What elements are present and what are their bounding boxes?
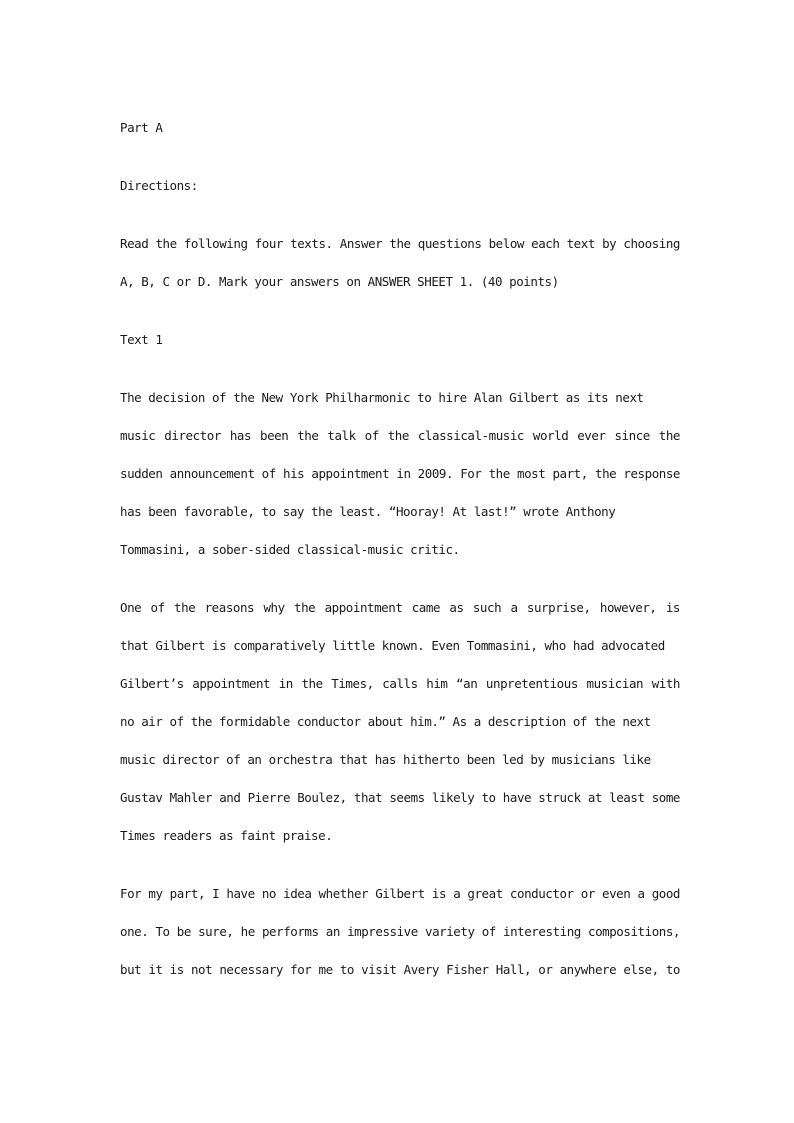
paragraph-2-line: Times readers as faint praise. [120, 828, 333, 843]
paragraph-3-line: but it is not necessary for me to visit Avery Fisher Hall, or anywhere else, to [120, 962, 680, 977]
paragraph-1-line: music director has been the talk of the classical-music world ever since the [120, 428, 680, 443]
paragraph-2-line: Gilbert’s appointment in the Times, calls him “an unpretentious musician with [120, 676, 680, 691]
paragraph-1-line: The decision of the New York Philharmonic to hire Alan Gilbert as its next [120, 390, 644, 405]
paragraph-2-line: Gustav Mahler and Pierre Boulez, that seems likely to have struck at least some [120, 790, 680, 805]
directions-label: Directions: [120, 178, 198, 193]
paragraph-3-line: For my part, I have no idea whether Gilbert is a great conductor or even a good [120, 886, 680, 901]
paragraph-2-line: that Gilbert is comparatively little known. Even Tommasini, who had advocated [120, 638, 665, 653]
paragraph-2-line: music director of an orchestra that has hitherto been led by musicians like [120, 752, 651, 767]
paragraph-1-line: has been favorable, to say the least. “Hooray! At last!” wrote Anthony [120, 504, 616, 519]
directions-line: Read the following four texts. Answer the questions below each text by choosing [120, 236, 680, 251]
section-heading: Part A [120, 120, 163, 135]
directions-line: A, B, C or D. Mark your answers on ANSWER SHEET 1. (40 points) [120, 274, 559, 289]
paragraph-2-line: no air of the formidable conductor about him.” As a description of the next [120, 714, 651, 729]
text-label: Text 1 [120, 332, 163, 347]
paragraph-3-line: one. To be sure, he performs an impressive variety of interesting compositions, [120, 924, 680, 939]
paragraph-1-line: Tommasini, a sober-sided classical-music critic. [120, 542, 460, 557]
paragraph-2-line: One of the reasons why the appointment came as such a surprise, however, is [120, 600, 680, 615]
paragraph-1-line: sudden announcement of his appointment in 2009. For the most part, the response [120, 466, 680, 481]
